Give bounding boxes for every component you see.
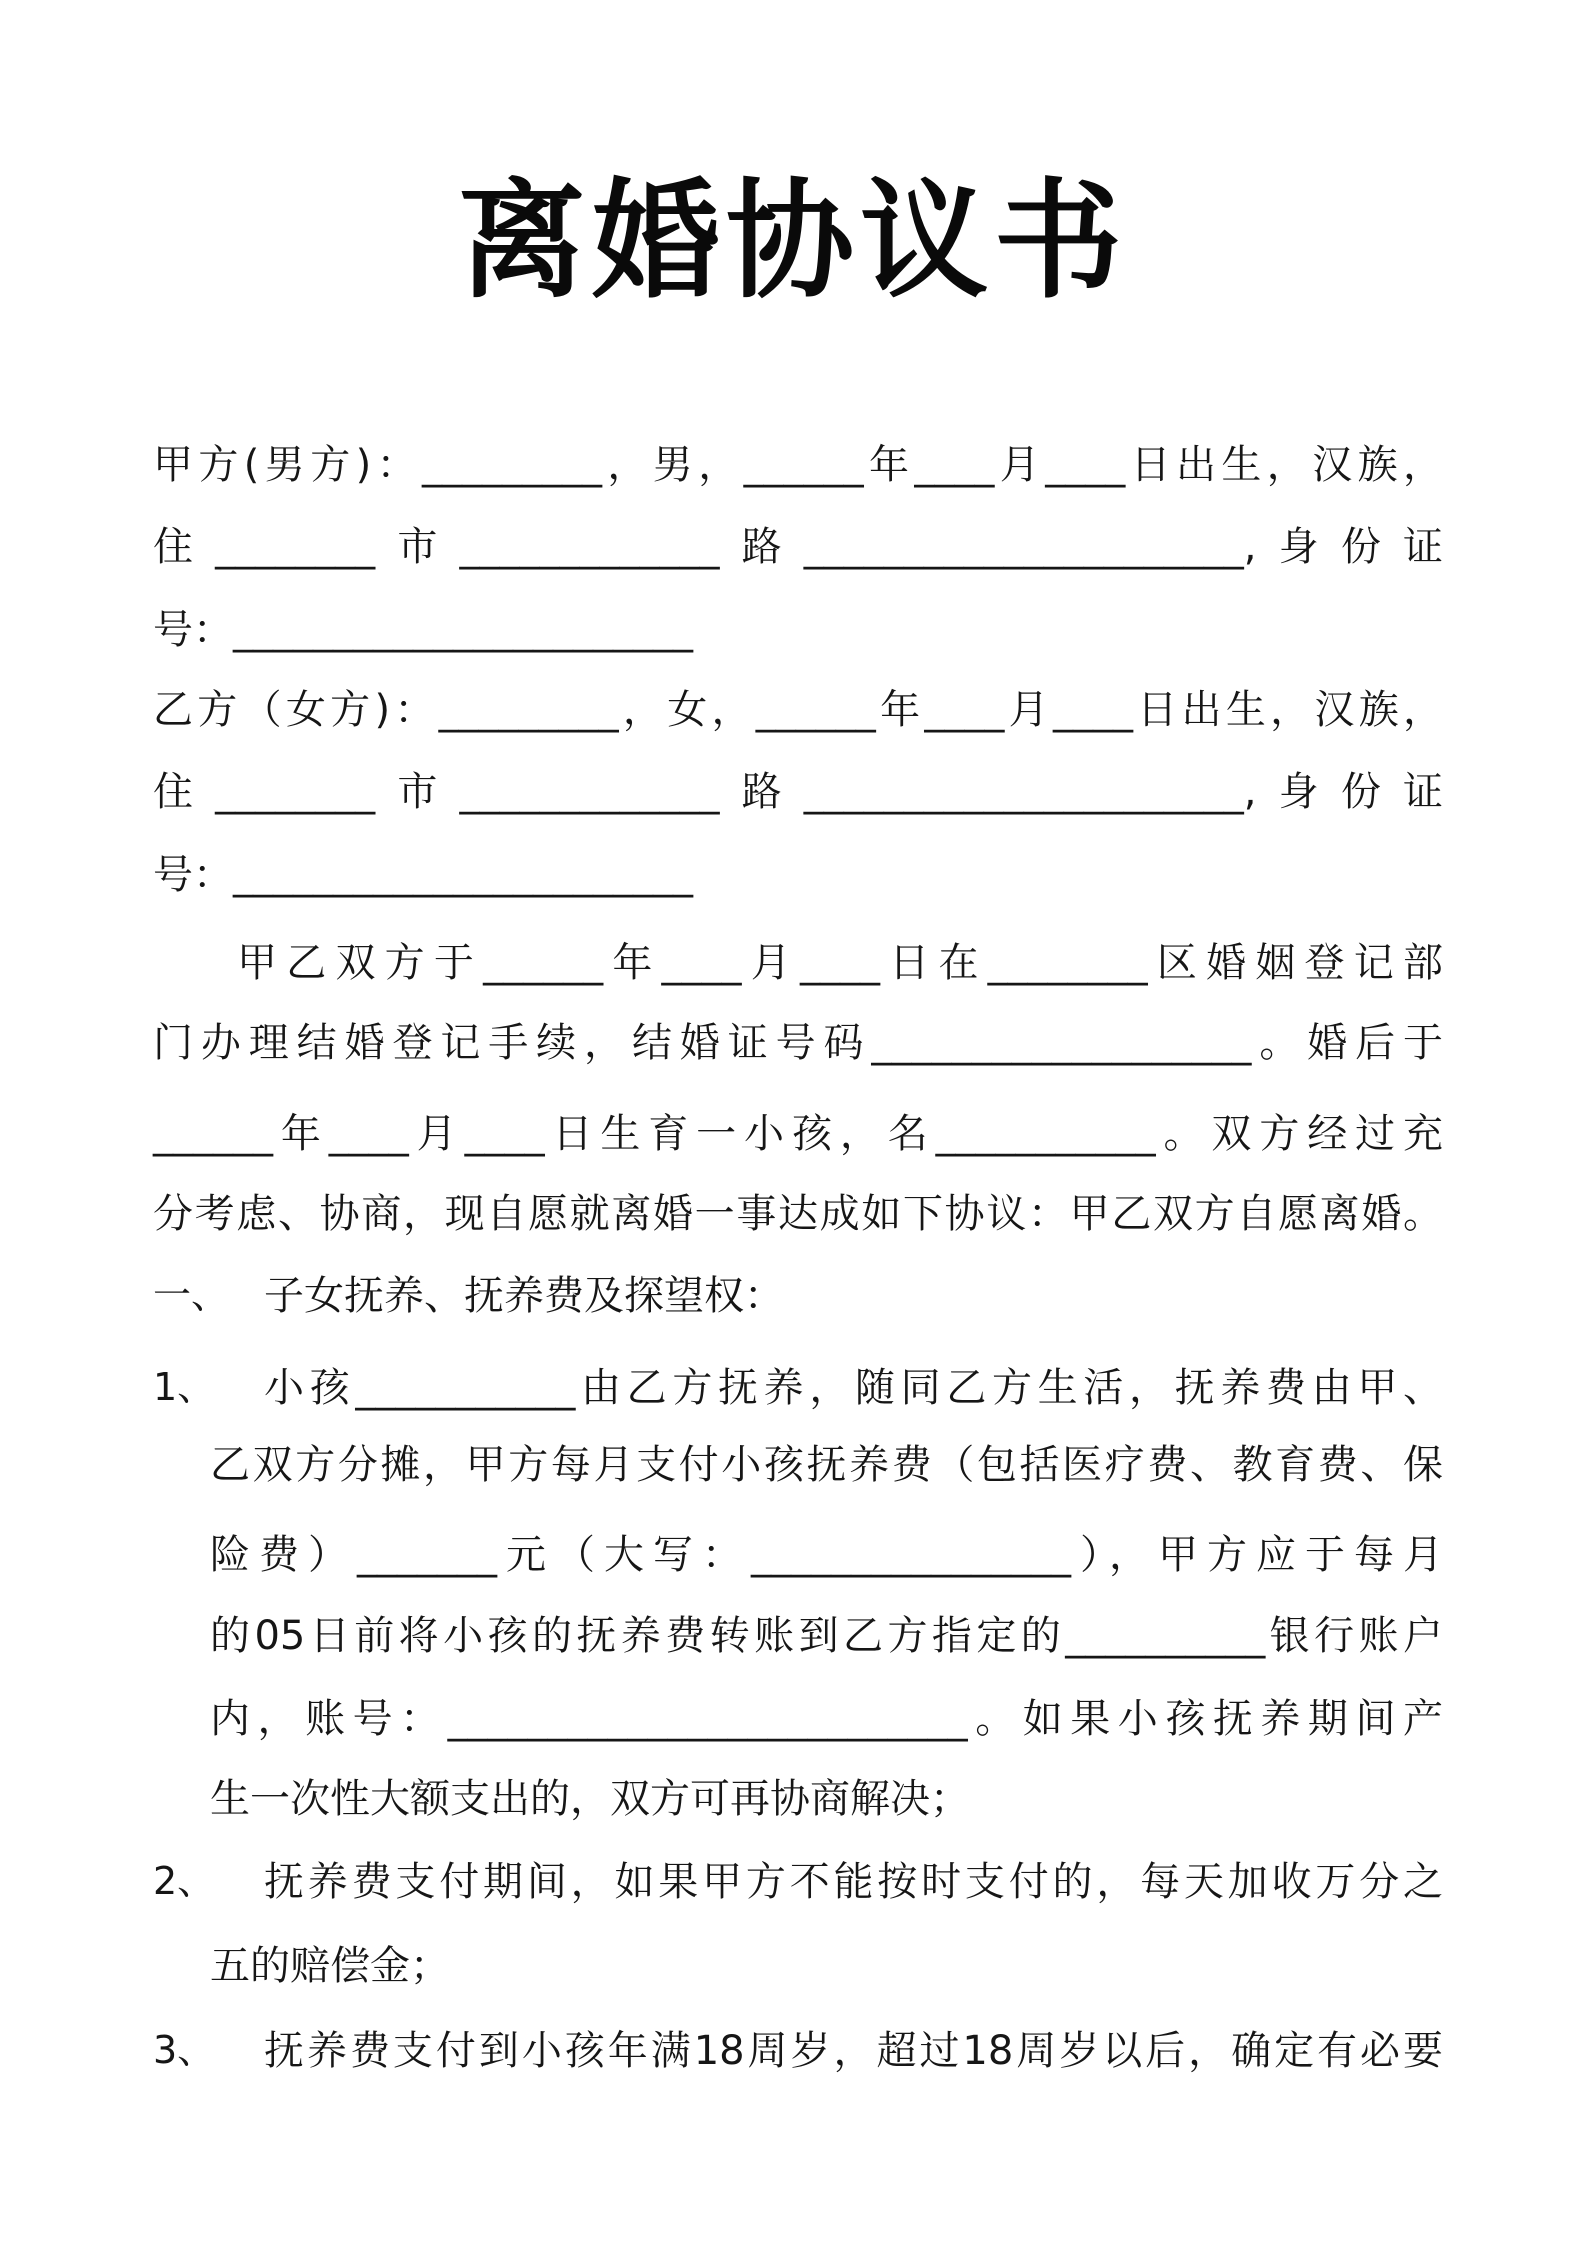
party-b-line-3: 号：_______________________ <box>153 852 693 898</box>
item-2-number: 2、 <box>153 1859 216 1903</box>
intro-line-3: ______年____月____日生育一小孩，名___________。双方经过充 <box>153 1111 1443 1157</box>
party-b-line-1: 乙方（女方)：_________，女，______年____月____日出生，汉族， <box>153 687 1443 733</box>
party-a-line-3: 号：_______________________ <box>153 607 693 653</box>
intro-line-4: 分考虑、协商，现自愿就离婚一事达成如下协议：甲乙双方自愿离婚。 <box>153 1191 1443 1237</box>
item-3-number: 3、 <box>153 2028 216 2072</box>
section-1-number: 一、 <box>153 1273 230 1317</box>
intro-line-1: 甲乙双方于______年____月____日在________区婚姻登记部 <box>237 940 1443 986</box>
item-3-line-1: 抚养费支付到小孩年满18周岁，超过18周岁以后，确定有必要 <box>264 2028 1443 2074</box>
section-1-heading: 子女抚养、抚养费及探望权： <box>264 1273 784 1319</box>
item-2-line-2: 五的赔偿金； <box>210 1943 450 1989</box>
item-1-line-4: 的05日前将小孩的抚养费转账到乙方指定的__________银行账户 <box>210 1613 1443 1659</box>
intro-line-2: 门办理结婚登记手续，结婚证号码___________________。婚后于 <box>153 1020 1443 1066</box>
document-title: 离婚协议书 <box>457 167 1128 316</box>
item-1-number: 1、 <box>153 1365 216 1409</box>
party-a-line-2: 住________市_____________路______________________,身份证 <box>153 524 1443 570</box>
party-b-line-2: 住________市_____________路______________________,身份证 <box>153 769 1443 815</box>
item-1-line-6: 生一次性大额支出的，双方可再协商解决； <box>210 1776 970 1822</box>
item-1-line-5: 内，账号：__________________________。如果小孩抚养期间产 <box>210 1696 1443 1742</box>
item-1-line-2: 乙双方分摊，甲方每月支付小孩抚养费（包括医疗费、教育费、保 <box>210 1442 1443 1488</box>
item-2-line-1: 抚养费支付期间，如果甲方不能按时支付的，每天加收万分之 <box>264 1859 1443 1905</box>
item-1-line-1: 小孩___________由乙方抚养，随同乙方生活，抚养费由甲、 <box>264 1365 1443 1411</box>
party-a-line-1: 甲方(男方)：_________，男，______年____月____日出生，汉族， <box>153 442 1443 488</box>
item-1-line-3: 险费）_______元（大写：________________），甲方应于每月 <box>210 1532 1443 1578</box>
